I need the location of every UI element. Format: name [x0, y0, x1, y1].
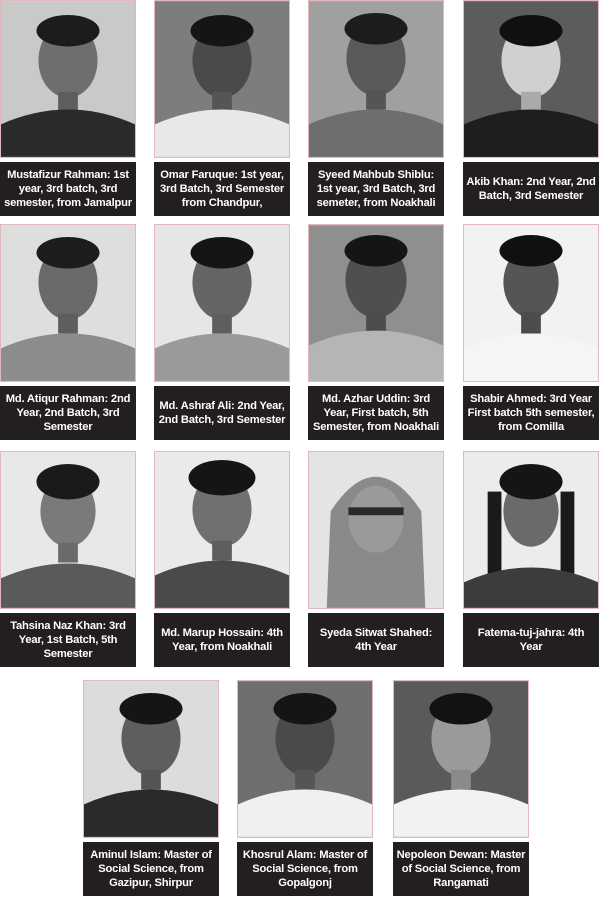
person-caption: Shabir Ahmed: 3rd Year First batch 5th semester, from Comilla: [463, 386, 599, 440]
portrait-photo: [463, 451, 599, 609]
person-caption: Md. Ashraf Ali: 2nd Year, 2nd Batch, 3rd Semester: [154, 386, 290, 440]
person-caption: Syeed Mahbub Shiblu: 1st year, 3rd Batch, 3rd semeter, from Noakhali: [308, 162, 444, 216]
portrait-photo: [237, 680, 373, 838]
portrait-photo: [308, 0, 444, 158]
portrait-photo: [308, 224, 444, 382]
portrait-photo: [0, 451, 136, 609]
portrait-photo: [154, 224, 290, 382]
person-caption: Omar Faruque: 1st year, 3rd Batch, 3rd Semester from Chandpur,: [154, 162, 290, 216]
person-caption: Syeda Sitwat Shahed: 4th Year: [308, 613, 444, 667]
person-caption: Akib Khan: 2nd Year, 2nd Batch, 3rd Semester: [463, 162, 599, 216]
portrait-photo: [463, 224, 599, 382]
portrait-photo: [83, 680, 219, 838]
person-caption: Tahsina Naz Khan: 3rd Year, 1st Batch, 5th Semester: [0, 613, 136, 667]
portrait-photo: [308, 451, 444, 609]
portrait-photo: [463, 0, 599, 158]
portrait-photo: [0, 224, 136, 382]
person-caption: Md. Marup Hossain: 4th Year, from Noakhali: [154, 613, 290, 667]
person-caption: Fatema-tuj-jahra: 4th Year: [463, 613, 599, 667]
portrait-photo: [0, 0, 136, 158]
person-caption: Aminul Islam: Master of Social Science, from Gazipur, Shirpur: [83, 842, 219, 896]
person-caption: Md. Atiqur Rahman: 2nd Year, 2nd Batch, 3rd Semester: [0, 386, 136, 440]
person-caption: Mustafizur Rahman: 1st year, 3rd batch, 3rd semester, from Jamalpur: [0, 162, 136, 216]
person-caption: Md. Azhar Uddin: 3rd Year, First batch, 5th Semester, from Noakhali: [308, 386, 444, 440]
portrait-photo: [154, 451, 290, 609]
person-caption: Khosrul Alam: Master of Social Science, from Gopalgonj: [237, 842, 373, 896]
portrait-photo: [154, 0, 290, 158]
portrait-photo: [393, 680, 529, 838]
person-caption: Nepoleon Dewan: Master of Social Science, from Rangamati: [393, 842, 529, 896]
